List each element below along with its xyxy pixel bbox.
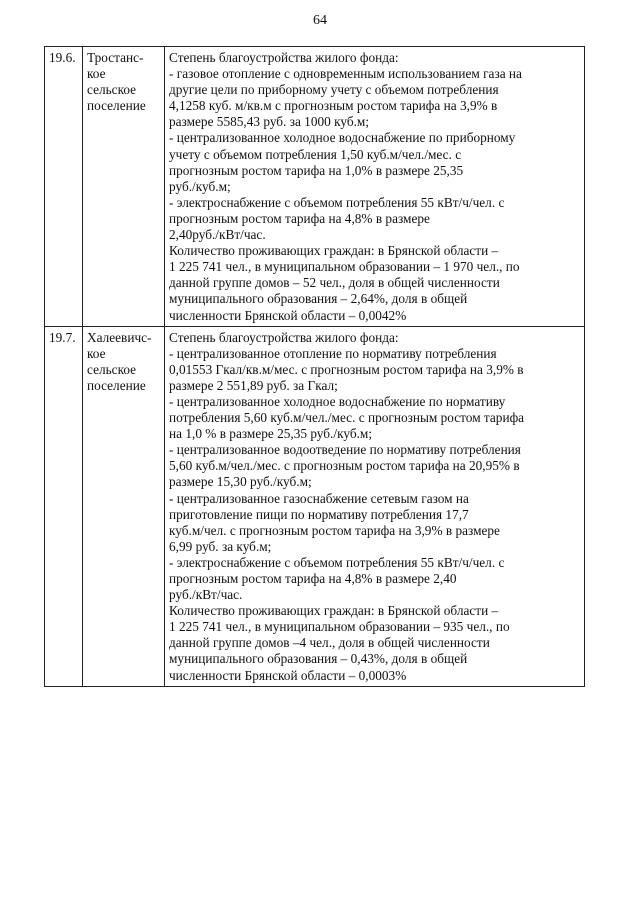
details-line: - газовое отопление с одновременным использованием газа на — [169, 66, 522, 82]
details-line: руб./куб.м; — [169, 178, 231, 194]
details-line: Степень благоустройства жилого фонда: — [169, 329, 399, 345]
details-line: руб./кВт/час. — [169, 587, 243, 603]
settlement-name-line: сельское — [87, 82, 137, 98]
details-line: прогнозным ростом тарифа на 1,0% в размере 25,35 — [169, 162, 464, 178]
details-line: численности Брянской области – 0,0042% — [169, 307, 407, 323]
details-line: размере 5585,43 руб. за 1000 куб.м; — [169, 114, 370, 130]
details-line: учету с объемом потребления 1,50 куб.м/чел./мес. с — [169, 146, 462, 162]
settlement-name-line: кое — [87, 345, 106, 361]
details-line: 2,40руб./кВт/час. — [169, 227, 266, 243]
table-row — [45, 47, 585, 327]
details-line: - централизованное отопление по нормативу потребления — [169, 345, 497, 361]
details-line: 1 225 741 чел., в муниципальном образовании – 935 чел., по — [169, 619, 510, 635]
details-line: размере 2 551,89 руб. за Гкал; — [169, 377, 338, 393]
details-line: размере 15,30 руб./куб.м; — [169, 474, 312, 490]
details-line: - централизованное холодное водоснабжение по приборному — [169, 130, 516, 146]
details-line: - централизованное газоснабжение сетевым газом на — [169, 490, 469, 506]
details-cell — [165, 47, 585, 327]
details-cell — [165, 326, 585, 686]
details-line: 5,60 куб.м/чел./мес. с прогнозным ростом тарифа на 20,95% в — [169, 458, 520, 474]
row-number-cell — [45, 47, 83, 327]
settlement-name-line: кое — [87, 66, 106, 82]
details-line: потребления 5,60 куб.м/чел./мес. с прогнозным ростом тарифа — [169, 410, 525, 426]
details-line: прогнозным ростом тарифа на 4,8% в размере — [169, 210, 430, 226]
details-line: другие цели по приборному учету с объемом потребления — [169, 82, 499, 98]
settlement-name-line: Халеевичс- — [87, 329, 152, 345]
details-line: - централизованное водоотведение по нормативу потребления — [169, 442, 521, 458]
row-number: 19.7. — [49, 329, 76, 345]
details-line: - централизованное холодное водоснабжение по нормативу — [169, 393, 506, 409]
details-line: приготовление пищи по нормативу потребления 17,7 — [169, 506, 469, 522]
page-number: 64 — [313, 13, 327, 28]
row-number-cell — [45, 326, 83, 686]
row-number: 19.6. — [49, 50, 76, 65]
settlements-table — [44, 46, 585, 687]
details-line: Степень благоустройства жилого фонда: — [169, 50, 399, 65]
details-line: муниципального образования – 0,43%, доля в общей — [169, 651, 468, 667]
settlement-name-line: Тростанс- — [87, 50, 144, 65]
details-line: 6,99 руб. за куб.м; — [169, 538, 272, 554]
details-line: данной группе домов – 52 чел., доля в общей численности — [169, 275, 500, 291]
details-line: - электроснабжение с объемом потребления 55 кВт/ч/чел. с — [169, 194, 505, 210]
details-line: муниципального образования – 2,64%, доля в общей — [169, 291, 468, 307]
settlement-name-line: сельское — [87, 361, 137, 377]
details-line: 0,01553 Гкал/кв.м/мес. с прогнозным ростом тарифа на 3,9% в — [169, 361, 524, 377]
settlement-cell — [83, 47, 165, 327]
table-row — [45, 326, 585, 686]
details-line: численности Брянской области – 0,0003% — [169, 667, 407, 683]
details-line: Количество проживающих граждан: в Брянской области – — [169, 603, 499, 619]
details-line: 1 225 741 чел., в муниципальном образовании – 1 970 чел., по — [169, 259, 520, 275]
details-line: 4,1258 куб. м/кв.м с прогнозным ростом тарифа на 3,9% в — [169, 98, 498, 114]
details-line: куб.м/чел. с прогнозным ростом тарифа на 3,9% в размере — [169, 522, 500, 538]
settlement-cell — [83, 326, 165, 686]
details-line: - электроснабжение с объемом потребления 55 кВт/ч/чел. с — [169, 554, 505, 570]
details-line: Количество проживающих граждан: в Брянской области – — [169, 243, 499, 259]
details-line: на 1,0 % в размере 25,35 руб./куб.м; — [169, 426, 373, 442]
settlement-name-line: поселение — [87, 377, 146, 393]
settlement-name-line: поселение — [87, 98, 146, 114]
details-line: прогнозным ростом тарифа на 4,8% в размере 2,40 — [169, 571, 457, 586]
details-line: данной группе домов –4 чел., доля в общей численности — [169, 635, 490, 651]
